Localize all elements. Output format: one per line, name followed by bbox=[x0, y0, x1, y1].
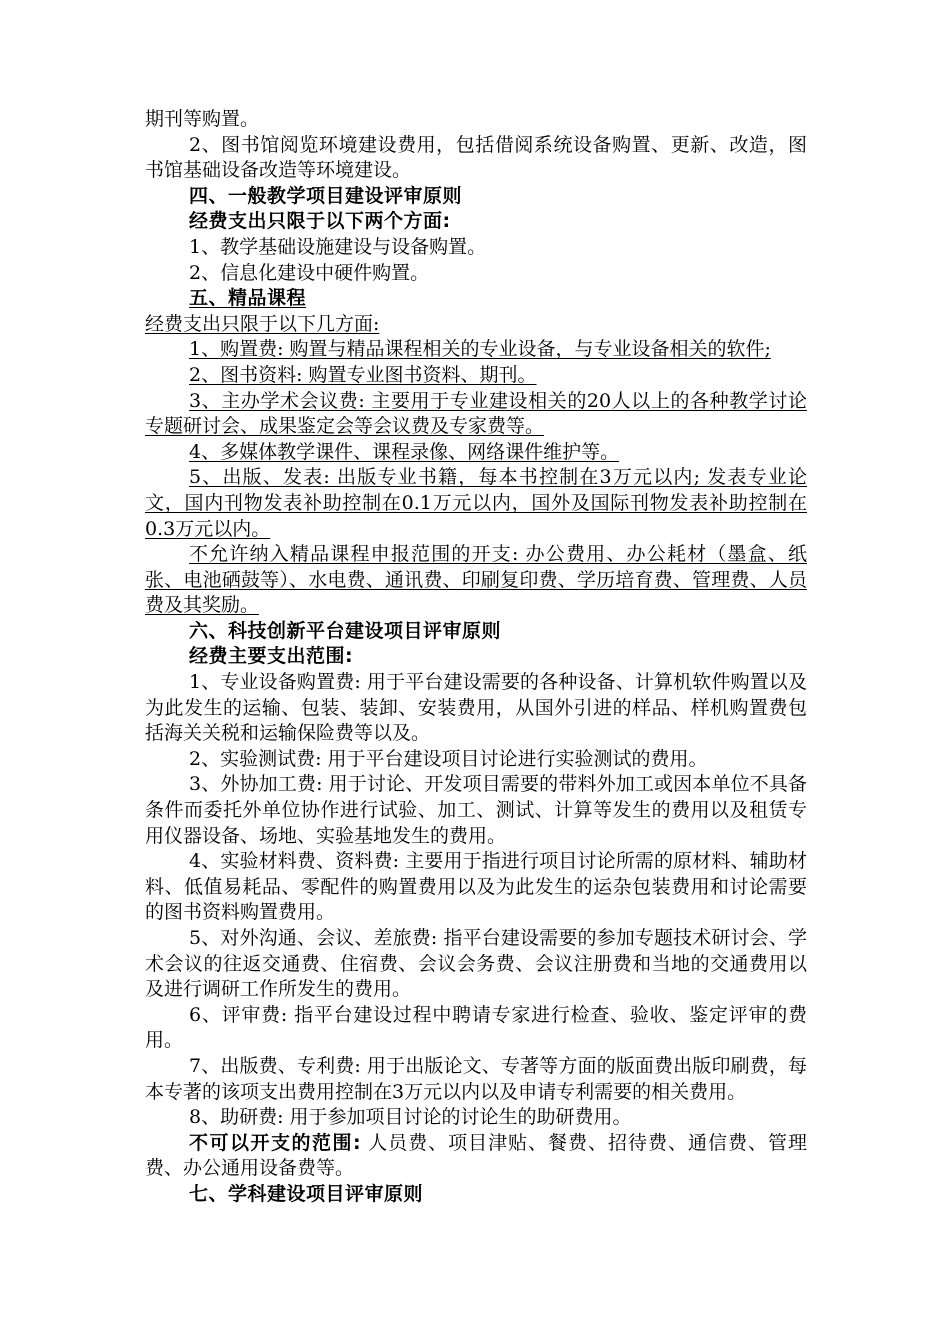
list-item: 4、多媒体教学课件、课程录像、网络课件维护等。 bbox=[189, 440, 620, 463]
paragraph bbox=[145, 1131, 807, 1182]
list-item: 1、专业设备购置费: 用于平台建设需要的各种设备、计算机软件购置以及为此发生的运输、包装、装卸、安装费用，从国外引进的样品、样机购置费包括海关关税和运输保险费等以及。 bbox=[145, 671, 807, 745]
paragraph: 2、图书馆阅览环境建设费用，包括借阅系统设备购置、更新、改造，图书馆基础设备改造等环境建设。 bbox=[145, 133, 807, 182]
subheading: 经费主要支出范围: bbox=[189, 645, 354, 668]
list-item: 5、对外沟通、会议、差旅费: 指平台建设需要的参加专题技术研讨会、学术会议的往返交通费、住宿费、会议会务费、会议注册费和当地的交通费用以及进行调研工作所发生的费用。 bbox=[145, 927, 807, 1001]
list-item: 2、信息化建设中硬件购置。 bbox=[189, 261, 430, 284]
section-heading: 七、学科建设项目评审原则 bbox=[189, 1182, 424, 1205]
list-item: 2、图书资料: 购置专业图书资料、期刊。 bbox=[189, 363, 537, 386]
paragraph: 经费支出只限于以下几方面: bbox=[145, 312, 380, 335]
paragraph-rest: 人员费、项目津贴、餐费、招待费、通信费、管理费、办公通用设备费等。 bbox=[145, 1131, 807, 1180]
subheading: 经费支出只限于以下两个方面: bbox=[189, 210, 451, 233]
list-item: 8、助研费: 用于参加项目讨论的讨论生的助研费用。 bbox=[189, 1106, 632, 1129]
section-heading: 六、科技创新平台建设项目评审原则 bbox=[189, 619, 502, 642]
list-item: 4、实验材料费、资料费: 主要用于指进行项目讨论所需的原材料、辅助材料、低值易耗品、零配件的购置费用以及为此发生的运杂包装费用和讨论需要的图书资料购置费用。 bbox=[145, 850, 807, 924]
list-item: 1、教学基础设施建设与设备购置。 bbox=[189, 235, 487, 258]
section-heading: 五、精品课程 bbox=[189, 287, 307, 310]
document-page bbox=[145, 107, 807, 1208]
section-heading: 四、一般教学项目建设评审原则 bbox=[189, 184, 463, 207]
list-item: 3、外协加工费: 用于讨论、开发项目需要的带料外加工或因本单位不具备条件而委托外单位协作进行试验、加工、测试、计算等发生的费用以及租赁专用仪器设备、场地、实验基地发生的费用。 bbox=[145, 773, 807, 847]
list-item: 5、出版、发表: 出版专业书籍，每本书控制在3万元以内; 发表专业论文，国内刊物发表补助控制在0.1万元以内，国外及国际刊物发表补助控制在0.3万元以内。 bbox=[145, 466, 807, 540]
paragraph: 期刊等购置。 bbox=[145, 108, 260, 130]
paragraph: 不允许纳入精品课程申报范围的开支: 办公费用、办公耗材（墨盒、纸张、电池硒鼓等）、水电费、通讯费、印刷复印费、学历培育费、管理费、人员费及其奖励。 bbox=[145, 543, 807, 617]
bold-lead: 不可以开支的范围: bbox=[189, 1131, 362, 1154]
list-item: 7、出版费、专利费: 用于出版论文、专著等方面的版面费出版印刷费，每本专著的该项支出费用控制在3万元以内以及申请专利需要的相关费用。 bbox=[145, 1054, 807, 1103]
list-item: 3、主办学术会议费: 主要用于专业建设相关的20人以上的各种教学讨论专题研讨会、成果鉴定会等会议费及专家费等。 bbox=[145, 389, 807, 438]
list-item: 1、购置费: 购置与精品课程相关的专业设备，与专业设备相关的软件; bbox=[189, 338, 771, 361]
list-item: 2、实验测试费: 用于平台建设项目讨论进行实验测试的费用。 bbox=[189, 747, 708, 770]
list-item: 6、评审费: 指平台建设过程中聘请专家进行检查、验收、鉴定评审的费用。 bbox=[145, 1003, 807, 1052]
